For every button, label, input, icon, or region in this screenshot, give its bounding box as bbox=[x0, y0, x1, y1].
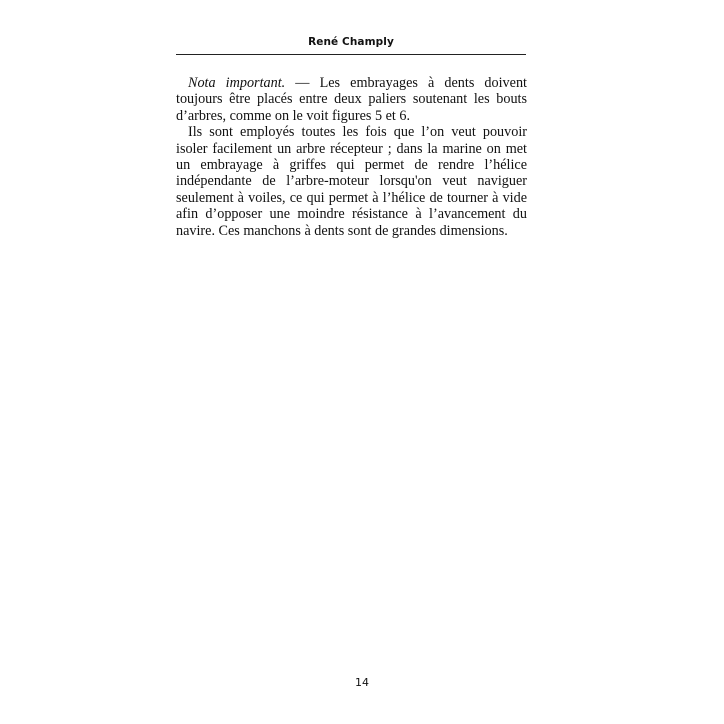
paragraph: Ils sont employés toutes les fois que l’on veut pouvoir isoler facilement un arbre récepteur ; dans la marine on met un embrayage à griffes qui permet de rendre l’hélice indépendante de l’arbre-moteur lorsqu'on veut naviguer seulement à voiles, ce qui permet à l’hélice de tourner à vide afin d’opposer une moindre résistance à l’avancement du navire. Ces manchons à dents sont de grandes dimensions. bbox=[176, 124, 527, 239]
italic-lead: Nota important. bbox=[188, 75, 286, 91]
page-number: 14 bbox=[355, 676, 369, 689]
body-text bbox=[176, 75, 527, 239]
paragraph bbox=[176, 75, 527, 124]
running-head: René Champly bbox=[308, 36, 394, 48]
paragraph-text: — Les embrayages à dents doivent toujours être placés entre deux paliers soutenant les bouts d’arbres, comme on le voit figures 5 et 6. bbox=[176, 75, 527, 124]
header-rule bbox=[176, 54, 526, 55]
